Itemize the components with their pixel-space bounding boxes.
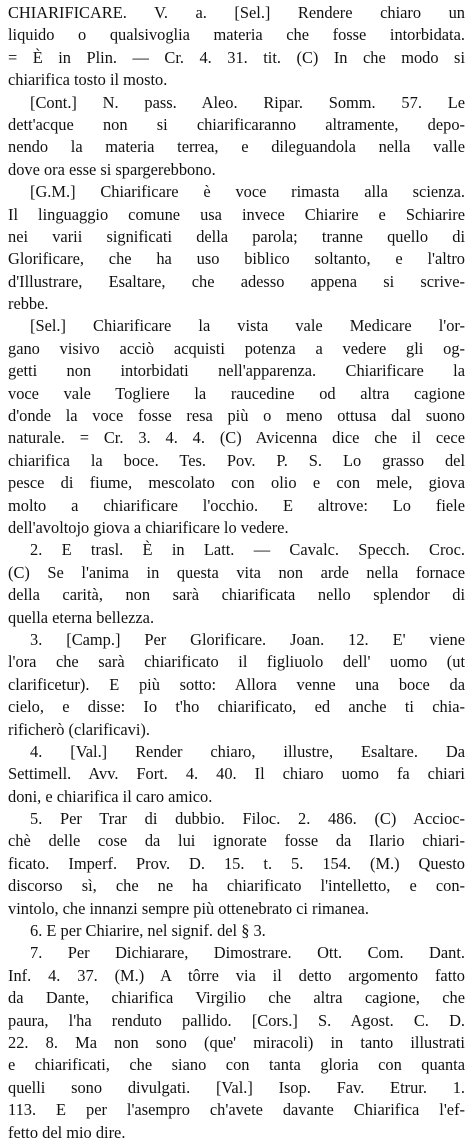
text-line: della carità, non sarà chiarificata nello splendor di (8, 585, 465, 605)
text-line: liquido o qualsivoglia materia che fosse intorbidata. (8, 25, 465, 45)
text-line: 22. 8. Ma non sono (que' miracoli) in tanto illustrati (8, 1032, 465, 1052)
text-line: voce vale Togliere la raucedine od altra cagione (8, 383, 465, 403)
text-line: d'onde la voce fosse resa più o meno ottusa dal suono (8, 406, 465, 426)
text-line: [Cont.] N. pass. Aleo. Ripar. Somm. 57. Le (30, 92, 465, 112)
text-line: (C) Se l'anima in questa vita non arde nella fornace (8, 562, 465, 582)
text-line: 113. E per l'asempro ch'avete davante Chiarifica l'ef- (8, 1100, 465, 1120)
text-line: pesce di fiume, mescolato con olio e con mele, giova (8, 473, 465, 493)
text-line: 7. Per Dichiarare, Dimostrare. Ott. Com. Dant. (30, 943, 465, 963)
text-line: naturale. = Cr. 3. 4. 4. (C) Avicenna dice che il cece (8, 428, 465, 448)
text-line: quella eterna bellezza. (8, 607, 155, 627)
text-line: 5. Per Trar di dubbio. Filoc. 2. 486. (C) Accioc- (30, 809, 465, 829)
text-line: vintolo, che innanzi sempre più ottenebrato ci rimanea. (8, 898, 369, 918)
text-line: chiarifica la boce. Tes. Pov. P. S. Lo grasso del (8, 450, 465, 470)
text-line: [G.M.] Chiarificare è voce rimasta alla scienza. (30, 182, 465, 202)
text-line: gano visivo acciò acquisti potenza a vedere gli og- (8, 338, 465, 358)
text-line: dell'avoltojo giova a chiarificare lo vedere. (8, 517, 289, 537)
text-line: 4. [Val.] Render chiaro, illustre, Esaltare. Da (30, 741, 465, 761)
text-line: Il linguaggio comune usa invece Chiarire e Schiarire (8, 204, 465, 224)
text-line: cielo, e disse: Io t'ho chiarificato, ed anche ti chia- (8, 697, 465, 717)
text-line: rebbe. (8, 294, 49, 314)
text-line: ficato. Imperf. Prov. D. 15. t. 5. 154. (M.) Questo (8, 853, 465, 873)
text-line: [Sel.] Chiarificare la vista vale Medicare l'or- (30, 316, 465, 336)
text-line: paura, l'ha renduto pallido. [Cors.] S. Agost. C. D. (8, 1010, 465, 1030)
text-line: quelli sono divulgati. [Val.] Isop. Fav. Etrur. 1. (8, 1077, 465, 1097)
text-line: = È in Plin. — Cr. 4. 31. tit. (C) In che modo si (8, 47, 465, 67)
text-line: 2. E trasl. È in Latt. — Cavalc. Specch. Croc. (30, 540, 465, 560)
text-line: l'ora che sarà chiarificato il figliuolo dell' uomo (ut (8, 652, 465, 672)
text-line: CHIARIFICARE. V. a. [Sel.] Rendere chiaro un (8, 3, 465, 22)
text-line: e chiarificati, che siano con tanta gloria con quanta (8, 1055, 465, 1075)
text-line: 6. E per Chiarire, nel signif. del § 3. (30, 921, 266, 941)
text-line: 3. [Camp.] Per Glorificare. Joan. 12. E' viene (30, 629, 465, 649)
text-line: nei varii significati della parola; tranne quello di (8, 226, 465, 246)
text-line: fetto del mio dire. (8, 1122, 126, 1142)
text-line: dove ora esse si spargerebbono. (8, 159, 216, 179)
text-line: discorso sì, che ne ha chiarificato l'intelletto, e con- (8, 876, 465, 896)
text-line: chè delle cose da lui ignorate fosse da Ilario chiari- (8, 831, 465, 851)
text-line: nendo la materia terrea, e dileguandola nella valle (8, 137, 465, 157)
text-line: chiarifica tosto il mosto. (8, 70, 168, 90)
text-line: getti non intorbidati nell'apparenza. Chiarificare la (8, 361, 465, 381)
text-line: doni, e chiarifica il caro amico. (8, 786, 213, 806)
text-line: da Dante, chiarifica Virgilio che altra cagione, che (8, 988, 465, 1008)
text-line: clarificetur). E più sotto: Allora venne una boce da (8, 674, 465, 694)
text-line: rificherò (clarificavi). (8, 719, 150, 739)
text-line: molto a chiarificare l'occhio. E altrove: Lo fiele (8, 495, 465, 515)
text-line: Glorificare, che ha uso biblico soltanto, e l'altro (8, 249, 465, 269)
text-line: dett'acque non si chiarificaranno altramente, depo- (8, 114, 465, 134)
text-line: Settimell. Avv. Fort. 4. 40. Il chiaro uomo fa chiari (8, 764, 465, 784)
text-line: d'Illustrare, Esaltare, che adesso appena si scrive- (8, 271, 465, 291)
text-line: Inf. 4. 37. (M.) A tôrre via il detto argomento fatto (8, 965, 465, 985)
